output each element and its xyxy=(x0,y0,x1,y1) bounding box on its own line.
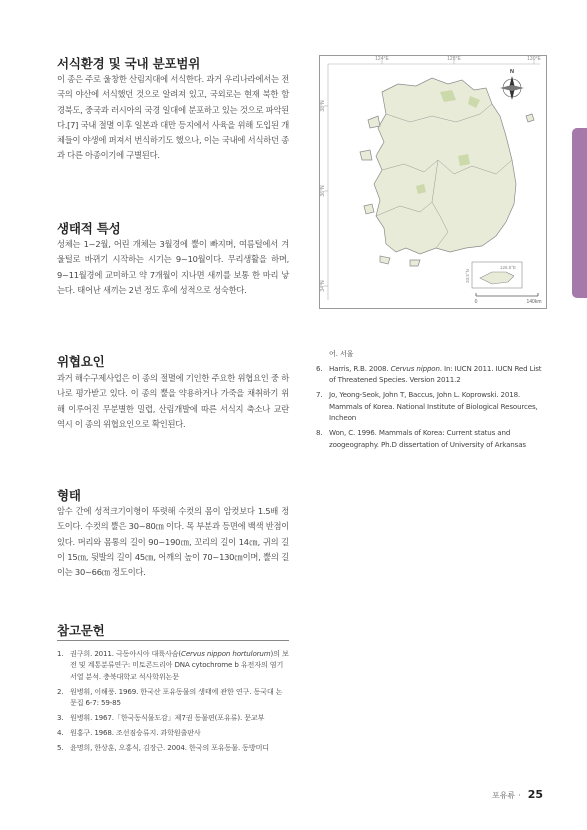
reference-text: 권구희. 2011. 극동아시아 대륙사슴( xyxy=(70,649,182,658)
lat-label: 36°N xyxy=(320,185,326,197)
jeju-inset xyxy=(465,262,522,288)
reference-text: 원병휘. 1967.「한국동식물도감」제7권 동물편(포유류). 문교부 xyxy=(70,713,265,723)
island xyxy=(526,114,534,122)
section-text-morphology: 암수 간에 성적크기이형이 뚜렷해 수컷의 몸이 암컷보다 1.5배 정도이다. 수컷의 뿔은 30~80㎝ 이다. 목 부분과 등면에 백색 반점이 있다. 머리와 몸통의 길이 90~190㎝, 꼬리의 길이 14㎝, 귀의 길이 15㎝, 뒷발의 길이 45㎝, 어깨의 높이 70~130㎝이며, 뿔의 길이는 30~66㎝ 정도이다. xyxy=(57,506,289,578)
reference-item xyxy=(316,348,548,359)
reference-item xyxy=(57,712,289,723)
lat-label: 38°N xyxy=(320,100,326,112)
references-divider xyxy=(57,640,289,641)
reference-item xyxy=(57,648,289,682)
reference-number: 6. xyxy=(316,364,323,373)
island xyxy=(380,256,390,264)
north-arrow-icon xyxy=(500,69,524,100)
inset-lat-label: 33.5°N xyxy=(465,269,470,283)
reference-text: Won, C. 1996. Mammals of Korea: Current status and zoogeography. Ph.D dissertation of University of Arkansas xyxy=(329,428,526,449)
reference-text: 윤명희, 한상훈, 오홍식, 김장근. 2004. 한국의 포유동물. 동방미디 xyxy=(70,743,269,753)
island xyxy=(410,260,420,266)
island xyxy=(364,204,374,214)
references-list-left xyxy=(57,648,289,757)
reference-number: 2. xyxy=(57,686,64,696)
page-footer xyxy=(492,788,543,801)
scale-bar xyxy=(475,293,542,305)
reference-species: Cervus nippon xyxy=(390,364,440,373)
north-label: N xyxy=(510,69,514,75)
reference-text: 원홍구. 1968. 조선짐승류지. 과학원출판사 xyxy=(70,728,201,738)
distribution-map xyxy=(319,55,547,309)
reference-item xyxy=(316,389,548,423)
reference-text: Jo, Yeong-Seok, John T, Baccus, John L. Koprowski. 2018. Mammals of Korea. National Institute of Biological Resources, Incheon xyxy=(329,390,538,423)
reference-text: 어. 서울 xyxy=(329,349,354,358)
land-regions xyxy=(360,78,534,266)
reference-number: 1. xyxy=(57,649,64,658)
lon-label: 128°E xyxy=(447,56,461,62)
reference-text-rest: . In: IUCN 2011. IUCN Red List of Threatened Species. Version 2011.2 xyxy=(329,364,542,385)
section-text-ecology: 성체는 1~2월, 어린 개체는 3월경에 뿔이 빠지며, 여름털에서 겨울털로 바뀌기 시작하는 시기는 9~10월이다. 무리생활을 하며, 9~11월경에 교미하고 약 7개월이 지나면 새끼를 보통 한 마리 낳는다. 태어난 새끼는 2년 정도 후에 성적으로 성숙한다. xyxy=(57,239,289,295)
reference-text: Harris, R.B. 2008. xyxy=(329,364,391,373)
references-title: 참고문헌 xyxy=(57,623,105,638)
reference-item xyxy=(57,686,289,709)
lon-label: 124°E xyxy=(375,56,389,62)
scale-start-label: 0 xyxy=(474,299,478,305)
lat-label: 34°N xyxy=(320,280,326,292)
lon-label: 130°E xyxy=(527,56,541,62)
reference-number: 7. xyxy=(316,390,323,400)
section-title-morphology: 형태 xyxy=(57,488,81,503)
island xyxy=(360,150,372,160)
section-title-ecology: 생태적 특성 xyxy=(57,221,121,236)
reference-number: 5. xyxy=(57,743,64,753)
reference-item xyxy=(316,363,548,386)
inset-lon-label: 126.5°E xyxy=(499,265,517,270)
island xyxy=(368,116,380,128)
page-number: 25 xyxy=(527,788,543,801)
reference-item xyxy=(316,427,548,450)
reference-item xyxy=(57,727,289,738)
korea-map-svg xyxy=(320,56,546,308)
footer-section: 포유류 xyxy=(491,791,516,800)
reference-number: 3. xyxy=(57,713,64,723)
chapter-tab xyxy=(572,128,587,298)
reference-species: Cervus nippon hortulorum xyxy=(181,649,271,658)
reference-number: 8. xyxy=(316,428,323,438)
reference-text-rest: )의 보전 및 계통분류연구: 미토콘드리아 DNA cytochrome b 유전자의 염기서열 분석. 충북대학교 석사학위논문 xyxy=(70,649,289,681)
reference-number: 4. xyxy=(57,728,64,738)
section-text-habitat: 이 종은 주로 울창한 산림지대에 서식한다. 과거 우리나라에서는 전국의 야산에 서식했던 것으로 알려져 있고, 국외로는 현재 북한 함경북도, 중국과 러시아의 국경 일대에 분포하고 있는 것으로 파악된다.[7] 국내 절멸 이후 일본과 대만 등지에서 사육을 위해 도입된 개체들이 야생에 퍼져서 번식하기도 했으나, 이는 국내에 서식하던 종과 다른 아종이기에 구별된다. xyxy=(57,74,289,161)
scale-end-label: 140km xyxy=(526,299,542,305)
section-text-threats: 과거 해수구제사업은 이 종의 절멸에 기인한 주요한 위협요인 중 하나로 평가받고 있다. 이 종의 뿔을 약용하거나 가죽을 채취하기 위해 이루어진 무분별한 밀렵, 산림개발에 따른 서식지 축소나 교란 역시 이 종의 위협요인으로 확인된다. xyxy=(57,373,289,429)
references-list-right xyxy=(316,348,548,454)
reference-text: 원병휘, 이해풍. 1969. 한국산 포유동물의 생태에 관한 연구. 동국대 논문집 6-7: 59-85 xyxy=(70,686,283,708)
section-title-threats: 위협요인 xyxy=(57,354,105,369)
reference-item xyxy=(57,742,289,753)
section-title-habitat: 서식환경 및 국내 분포범위 xyxy=(57,56,201,71)
footer-separator: · xyxy=(518,791,521,800)
